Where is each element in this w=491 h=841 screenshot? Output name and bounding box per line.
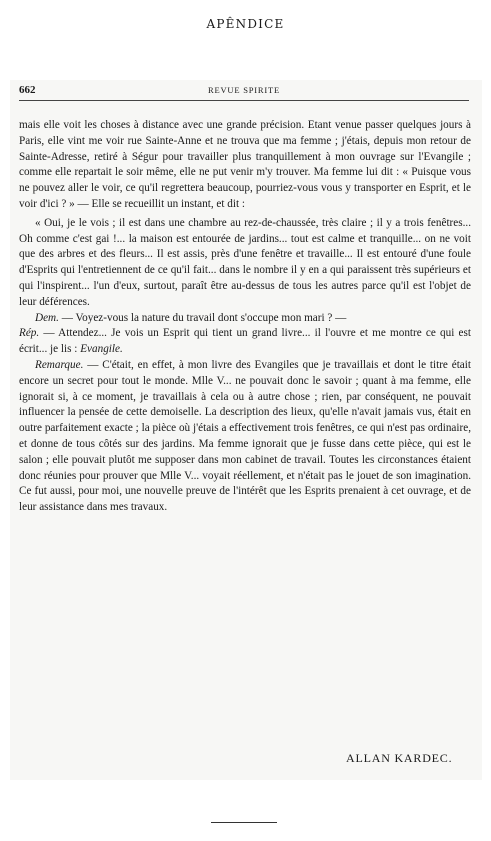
header-rule: [19, 100, 469, 101]
rep-evangile: Evangile.: [80, 343, 123, 356]
dem-label: Dem.: [35, 311, 59, 324]
remark-label: Remarque.: [35, 358, 84, 371]
remark-text: — C'était, en effet, à mon livre des Evangiles que je travaillais et dont le titre était encore un secret pour tout le monde. Mlle V... ne pouvait donc le savoir ; quant à ma femme, elle ignorait si, à ce moment, je travaillais à cela ou à autre chose ; rien, par conséquent, ne pouvait influencer la pensée de cette demoiselle. La description des lieux, qu'elle n'avait jamais vus, était en outre parfaitement exacte ; la pièce où j'étais a effectivement trois fenêtres, ce qui n'est pas ordinaire, et donne de tous côtés sur des jardins. Ma femme ignorait que je fusse dans cette pièce, qui est le salon ; elle pouvait plutôt me supposer dans mon cabinet de travail. Toutes les circonstances étaient donc réunies pour prouver que Mlle V... voyait réellement, et n'était pas le jouet de son imagination. Ce fut aussi, pour moi, une nouvelle preuve de l'intérêt que les Esprits prenaient à cet ouvrage, et de leur assistance dans mes travaux.: [19, 358, 471, 514]
dem-text: — Voyez-vous la nature du travail dont s'occupe mon mari ? —: [58, 311, 347, 324]
author-signature: ALLAN KARDEC.: [346, 751, 453, 765]
journal-title: REVUE SPIRITE: [207, 85, 281, 95]
rep-label: Rép.: [19, 327, 40, 340]
paragraph-dialogue-answer: [19, 326, 471, 358]
running-head: [19, 84, 469, 98]
paragraph-vision: « Oui, je le vois ; il est dans une chambre au rez-de-chaussée, très claire ; il y a trois fenêtres... Oh comme c'est gai !... la maison est entourée de jardins... tout est calme et tranquille... on ne voit que des arbres et des fleurs... Il est assis, près d'une fenêtre et travaille... Il est entouré d'une foule d'Esprits qui l'entretiennent de ce qu'il fait... dans le nombre il y en a qui paraissent très supérieurs et qui l'inspirent... l'un d'eux, surtout, paraît être au-dessus de tous les autres parce qu'il est l'objet de leur déférences.: [19, 216, 471, 308]
appendix-header: APÊNDICE: [206, 17, 285, 31]
end-rule: [211, 822, 277, 823]
page-number: 662: [19, 84, 36, 96]
paragraph-intro: mais elle voit les choses à distance avec une grande précision. Etant venue passer quelques jours à Paris, elle vint me voir rue Sainte-Anne et ne trouva que ma femme ; j'étais, depuis mon retour de Sainte-Adresse, retiré à Ségur pour travailler plus tranquillement à mon ouvrage sur l'Evangile ; comme elle repartait le soir même, elle ne put venir m'y trouver. Ma femme lui dit : « Puisque vous ne pouvez aller le voir, ce qu'il regrettera beaucoup, pourriez-vous vous y transporter en Esprit, et le voir d'ici ? » — Elle se recueillit un instant, et dit :: [19, 119, 471, 210]
article-body: [19, 118, 471, 516]
paragraph-dialogue-question: [19, 311, 471, 327]
paragraph-remark: [19, 358, 471, 516]
rep-text: — Attendez... Je vois un Esprit qui tient un grand livre... il l'ouvre et me montre ce qui est écrit... je lis :: [19, 327, 471, 356]
